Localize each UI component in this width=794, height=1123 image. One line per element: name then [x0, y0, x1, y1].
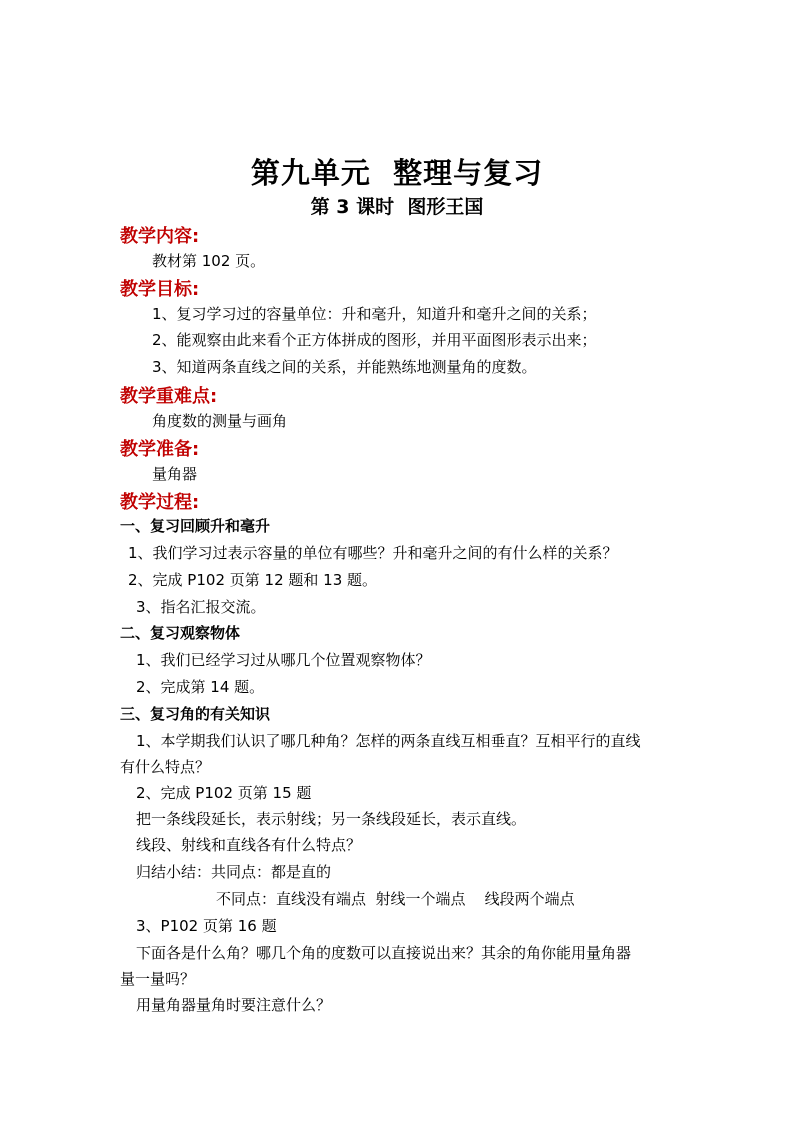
process-line: 量一量吗？	[120, 970, 196, 988]
key-points-heading: 教学重难点:	[120, 386, 218, 407]
objective-item: 2、能观察由此来看个正方体拼成的图形，并用平面图形表示出来；	[152, 331, 597, 349]
process-heading: 教学过程:	[120, 492, 200, 513]
objective-item: 1、复习学习过的容量单位：升和毫升，知道升和毫升之间的关系；	[152, 305, 597, 323]
process-line: 用量角器量角时要注意什么？	[136, 996, 332, 1014]
process-line: 2、完成第 14 题。	[136, 678, 265, 696]
process-line: 有什么特点？	[120, 758, 211, 776]
process-line: 1、我们学习过表示容量的单位有哪些？升和毫升之间的有什么样的关系？	[128, 544, 618, 562]
process-line: 2、完成 P102 页第 12 题和 13 题。	[128, 571, 378, 589]
process-line: 不同点：直线没有端点 射线一个端点 线段两个端点	[216, 890, 575, 908]
preparation-heading: 教学准备:	[120, 439, 200, 460]
key-points-text: 角度数的测量与画角	[152, 412, 288, 430]
preparation-text: 量角器	[152, 465, 198, 483]
section-title: 一、复习回顾升和毫升	[120, 517, 271, 535]
process-line: 3、P102 页第 16 题	[136, 917, 277, 935]
process-line: 3、指名汇报交流。	[136, 598, 266, 616]
content-text: 教材第 102 页。	[152, 252, 266, 270]
document-subtitle: 第 3 课时 图形王国	[310, 196, 484, 218]
process-line: 1、本学期我们认识了哪几种角？怎样的两条直线互相垂直？互相平行的直线	[136, 732, 641, 750]
objective-item: 3、知道两条直线之间的关系，并能熟练地测量角的度数。	[152, 358, 537, 376]
process-line: 把一条线段延长，表示射线；另一条线段延长，表示直线。	[136, 810, 527, 828]
process-line: 1、我们已经学习过从哪几个位置观察物体？	[136, 651, 431, 669]
content-heading: 教学内容:	[120, 226, 200, 247]
section-title: 三、复习角的有关知识	[120, 705, 271, 723]
document-title: 第九单元 整理与复习	[250, 156, 544, 190]
objectives-heading: 教学目标:	[120, 279, 200, 300]
process-line: 线段、射线和直线各有什么特点？	[136, 836, 362, 854]
section-title: 二、复习观察物体	[120, 624, 241, 642]
process-line: 下面各是什么角？哪几个角的度数可以直接说出来？其余的角你能用量角器	[136, 944, 632, 962]
process-line: 2、完成 P102 页第 15 题	[136, 784, 312, 802]
process-line: 归结小结：共同点：都是直的	[136, 863, 332, 881]
